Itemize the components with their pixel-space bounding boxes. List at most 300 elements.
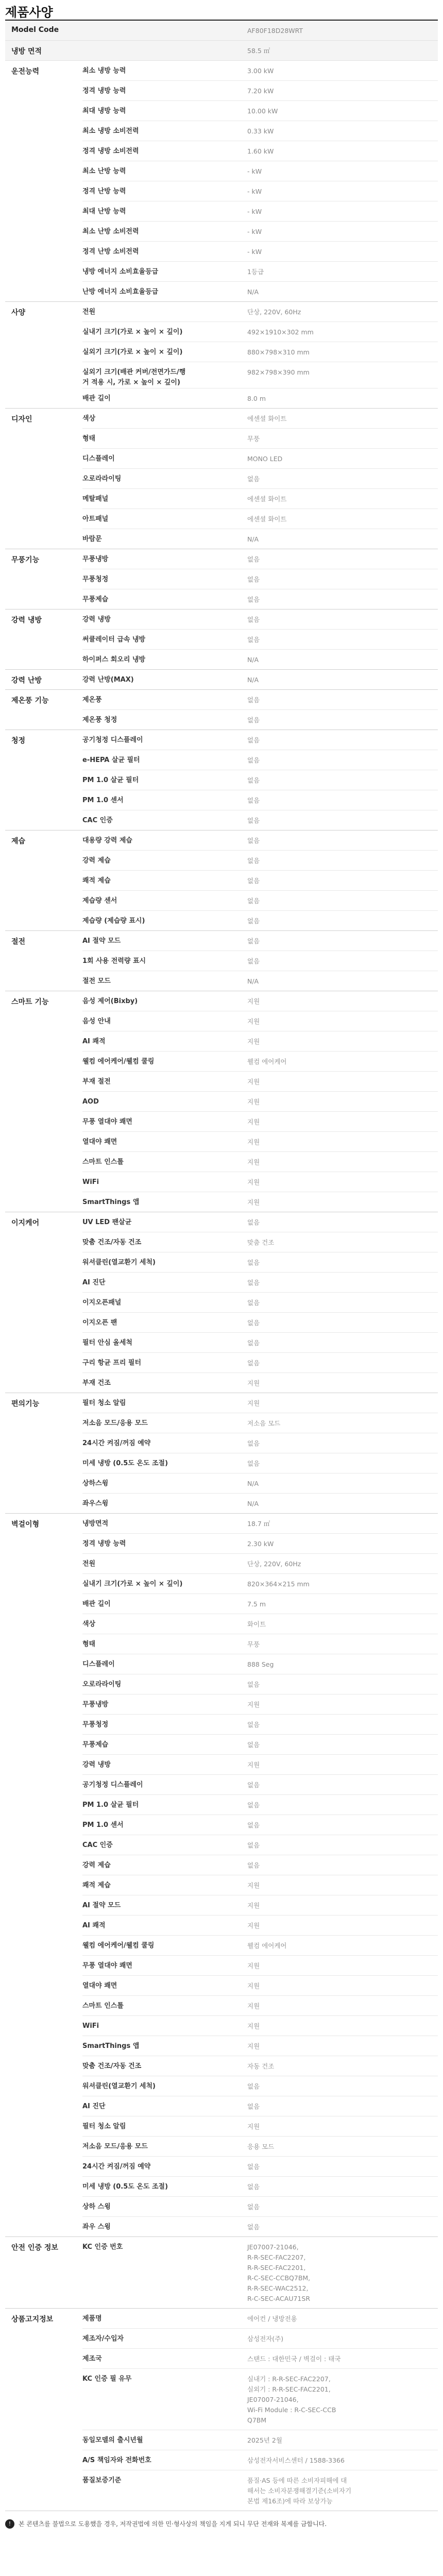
spec-item-label: PM 1.0 살균 필터 [82, 1801, 139, 1809]
spec-item-label: 무풍제습 [82, 1741, 109, 1749]
spec-row [82, 2056, 438, 2076]
spec-row [82, 1192, 438, 1212]
spec-item-value: 없음 [247, 2103, 260, 2110]
spec-item-value: 에센셜 화이트 [247, 495, 287, 503]
spec-item-label: 상하 스윙 [82, 2203, 111, 2211]
spec-item-label: 부재 절전 [82, 1078, 111, 1086]
spec-item-label: 실내기 크기(가로 × 높이 × 깊이) [82, 328, 183, 336]
spec-row [82, 1473, 438, 1494]
spec-row [82, 1453, 438, 1473]
spec-item-value: 지원 [247, 1922, 260, 1929]
spec-item-label: 강력 냉방 [82, 1761, 111, 1769]
spec-item-value: 지원 [247, 1078, 260, 1086]
spec-item-value: 지원 [247, 1399, 260, 1407]
spec-row [82, 730, 438, 750]
spec-item-value: - kW [247, 248, 262, 256]
spec-item-value: - kW [247, 228, 262, 235]
spec-item-value: 없음 [247, 1841, 260, 1849]
spec-item-label: 실외기 크기(배관 커버/전면가드/행 거 적용 시, 가로 × 높이 × 깊이) [82, 368, 186, 386]
spec-item-label: 무풍냉방 [82, 555, 109, 563]
spec-item-label: 최대 난방 능력 [82, 208, 126, 215]
spec-item-value: 지원 [247, 1701, 260, 1708]
spec-top-row [5, 21, 438, 41]
spec-item-value: N/A [247, 1480, 259, 1487]
spec-row [82, 141, 438, 161]
spec-item-label: KC 인증 번호 [82, 2243, 123, 2251]
spec-item-value: N/A [247, 676, 259, 684]
spec-item-value: 저소음 모드 [247, 1419, 281, 1427]
spec-item-label: 1회 사용 전력량 표시 [82, 957, 146, 965]
spec-category-name: 상품고지정보 [11, 2315, 54, 2324]
spec-row [82, 1936, 438, 1956]
spec-category-block [5, 931, 438, 991]
spec-item-label: 워셔클린(열교환기 세척) [82, 1259, 156, 1266]
spec-item-label: 제온풍 [82, 696, 102, 704]
spec-item-label: 이지오픈 팬 [82, 1319, 117, 1327]
spec-item-label: 공기청정 디스플레이 [82, 736, 143, 744]
spec-row [82, 342, 438, 362]
spec-row [82, 1152, 438, 1172]
spec-row [82, 1072, 438, 1092]
spec-item-label: 열대야 쾌면 [82, 1982, 117, 1990]
spec-item-value: 없음 [247, 1319, 260, 1327]
spec-row [82, 2450, 438, 2470]
spec-row [82, 1494, 438, 1513]
spec-row [82, 1976, 438, 1996]
spec-item-value: 없음 [247, 696, 260, 704]
spec-item-label: 난방 에너지 소비효율등급 [82, 288, 159, 296]
spec-row [82, 1413, 438, 1433]
spec-item-label: 구리 항균 프리 필터 [82, 1359, 142, 1367]
spec-category-rows [82, 1212, 438, 1393]
spec-row [82, 2470, 438, 2511]
spec-row [82, 1674, 438, 1694]
spec-item-value: 없음 [247, 1781, 260, 1789]
spec-item-value: 지원 [247, 1018, 260, 1025]
spec-item-value: 888 Seg [247, 1660, 274, 1668]
spec-item-value: 없음 [247, 817, 260, 824]
spec-category-name: 사양 [11, 309, 26, 317]
spec-item-label: 실외기 크기(가로 × 높이 × 깊이) [82, 348, 183, 356]
spec-row [82, 1232, 438, 1252]
spec-item-value: 지원 [247, 2002, 260, 2010]
spec-item-label: 강력 제습 [82, 857, 111, 865]
spec-item-label: WiFi [82, 1178, 99, 1186]
spec-row [82, 1855, 438, 1875]
spec-row [82, 1835, 438, 1855]
spec-item-value: 없음 [247, 2223, 260, 2231]
spec-item-value: N/A [247, 656, 259, 664]
spec-item-label: 써큘레이터 급속 냉방 [82, 636, 146, 643]
spec-table [5, 20, 438, 2511]
spec-item-value: 없음 [247, 1299, 260, 1307]
spec-row [82, 1433, 438, 1453]
spec-category-name: 제습 [11, 837, 26, 845]
spec-item-value: 없음 [247, 877, 260, 885]
spec-item-label: UV LED 팬살균 [82, 1218, 132, 1226]
spec-item-value: 에센셜 화이트 [247, 515, 287, 523]
spec-row [82, 1353, 438, 1373]
spec-item-label: 제조국 [82, 2355, 102, 2363]
spec-item-value: 지원 [247, 1178, 260, 1186]
spec-item-value: 없음 [247, 596, 260, 603]
spec-item-value: 지원 [247, 1038, 260, 1045]
spec-row [82, 1574, 438, 1594]
spec-item-label: 정격 난방 소비전력 [82, 248, 139, 256]
spec-item-value: 단상, 220V, 60Hz [247, 308, 301, 316]
spec-item-label: 제품명 [82, 2315, 102, 2323]
spec-item-label: 정격 냉방 능력 [82, 1540, 126, 1548]
spec-row [82, 1775, 438, 1795]
spec-item-label: 좌우스윙 [82, 1500, 109, 1507]
spec-item-label: WiFi [82, 2022, 99, 2030]
spec-item-label: 24시간 켜짐/꺼짐 예약 [82, 1439, 151, 1447]
spec-item-label: A/S 책임자와 전화번호 [82, 2456, 151, 2464]
spec-item-label: 아트패널 [82, 515, 109, 523]
spec-row [82, 1092, 438, 1112]
spec-category-rows [82, 409, 438, 549]
spec-item-label: 필터 청소 알림 [82, 1399, 126, 1407]
spec-item-label: 전원 [82, 1560, 96, 1568]
spec-item-value: 1.60 kW [247, 147, 274, 155]
spec-item-label: 메탈패널 [82, 495, 109, 503]
spec-item-label: 전원 [82, 308, 96, 316]
spec-item-label: 맞춤 건조/자동 건조 [82, 2062, 142, 2070]
spec-row [82, 509, 438, 529]
spec-item-label: 최대 냉방 능력 [82, 107, 126, 115]
copyright-text: 본 콘텐츠를 불법으로 도용했을 경우, 저작권법에 의한 민·형사상의 책임을 지게 되니 무단 전재와 복제를 금합니다. [19, 2520, 327, 2528]
spec-item-label: 무풍냉방 [82, 1701, 109, 1708]
spec-category-block [5, 2309, 438, 2511]
spec-row [82, 1132, 438, 1152]
spec-item-label: 강력 제습 [82, 1861, 111, 1869]
spec-item-value: 없음 [247, 1218, 260, 1226]
spec-row [82, 1996, 438, 2016]
spec-item-value: 없음 [247, 475, 260, 483]
spec-row [82, 1313, 438, 1333]
spec-item-label: SmartThings 앱 [82, 2042, 140, 2050]
spec-item-label: 무풍 열대야 쾌면 [82, 1962, 132, 1970]
spec-row [82, 282, 438, 301]
spec-row [82, 851, 438, 871]
spec-row [82, 1293, 438, 1313]
spec-row [82, 1112, 438, 1132]
spec-item-value: 없음 [247, 1460, 260, 1467]
spec-item-value: 화이트 [247, 1620, 266, 1628]
spec-row [82, 2430, 438, 2450]
spec-row [82, 1956, 438, 1976]
spec-row [82, 569, 438, 589]
spec-category-name: 편의기능 [11, 1400, 40, 1408]
spec-item-value: - kW [247, 167, 262, 175]
spec-item-label: AOD [82, 1098, 99, 1106]
spec-item-value: 지원 [247, 1198, 260, 1206]
spec-item-label: PM 1.0 센서 [82, 796, 124, 804]
spec-item-label: 제습량 (제습량 표시) [82, 917, 145, 925]
spec-category-rows [82, 609, 438, 669]
spec-row [82, 1634, 438, 1654]
spec-category-rows [82, 302, 438, 408]
spec-item-value: 맞춤 건조 [247, 1239, 275, 1246]
spec-item-label: 색상 [82, 415, 96, 422]
spec-top-row [5, 41, 438, 61]
spec-category-rows [82, 670, 438, 689]
spec-item-label: 품질보증기준 [82, 2477, 122, 2484]
spec-item-value: 없음 [247, 917, 260, 925]
spec-row [82, 1614, 438, 1634]
spec-row [82, 1212, 438, 1232]
spec-row [82, 2329, 438, 2349]
spec-row [82, 1333, 438, 1353]
spec-item-value: 없음 [247, 796, 260, 804]
spec-category-name: 벽걸이형 [11, 1520, 40, 1529]
spec-row [82, 2349, 438, 2369]
spec-item-value: 없음 [247, 1339, 260, 1347]
spec-category-name: 절전 [11, 938, 26, 946]
spec-item-label: 공기청정 디스플레이 [82, 1781, 143, 1789]
spec-item-value: 스탠드 : 대한민국 / 벽걸이 : 태국 [247, 2355, 341, 2363]
spec-category-name: 스마트 기능 [11, 998, 49, 1006]
spec-item-value: 없음 [247, 1439, 260, 1447]
spec-row [82, 1373, 438, 1393]
spec-item-value: 없음 [247, 2203, 260, 2211]
spec-item-value: 지원 [247, 1118, 260, 1126]
spec-item-value: 없음 [247, 575, 260, 583]
spec-item-label: 미세 냉방 (0.5도 온도 조절) [82, 2183, 168, 2191]
spec-item-label: PM 1.0 살균 필터 [82, 776, 139, 784]
spec-top-label: Model Code [11, 26, 59, 34]
spec-item-label: 냉방면적 [82, 1520, 109, 1528]
spec-category-block [5, 730, 438, 831]
spec-item-label: 바람문 [82, 535, 102, 543]
spec-item-label: 오로라라이팅 [82, 475, 122, 483]
spec-row [82, 222, 438, 242]
spec-row [82, 1172, 438, 1192]
spec-category-rows [82, 61, 438, 301]
spec-item-value: 없음 [247, 1861, 260, 1869]
spec-item-label: 필터 안심 올세척 [82, 1339, 132, 1347]
spec-item-value: 880×798×310 mm [247, 348, 310, 356]
spec-item-value: 2.30 kW [247, 1540, 274, 1548]
spec-item-value: 에센셜 화이트 [247, 415, 287, 422]
spec-row [82, 1795, 438, 1815]
spec-item-label: 음성 제어(Bixby) [82, 997, 138, 1005]
spec-item-value: N/A [247, 288, 259, 296]
spec-item-value: 없음 [247, 736, 260, 744]
spec-row [82, 690, 438, 710]
spec-item-value: 웰컴 에어케어 [247, 1058, 287, 1065]
spec-item-label: 최소 난방 소비전력 [82, 228, 139, 235]
spec-item-value: 지원 [247, 1761, 260, 1769]
spec-category-rows [82, 2309, 438, 2511]
spec-item-value: 없음 [247, 837, 260, 844]
spec-item-label: 정격 냉방 소비전력 [82, 147, 139, 155]
spec-item-value: 지원 [247, 997, 260, 1005]
spec-row [82, 589, 438, 609]
spec-row [82, 1755, 438, 1775]
spec-item-value: 지원 [247, 1882, 260, 1889]
spec-item-value: N/A [247, 1500, 259, 1507]
spec-row [82, 650, 438, 669]
spec-item-value: 지원 [247, 2123, 260, 2130]
spec-item-value: 982×798×390 mm [247, 368, 310, 376]
spec-item-value: 2025년 2월 [247, 2436, 282, 2444]
spec-item-label: 강력 난방(MAX) [82, 676, 134, 684]
spec-row [82, 630, 438, 650]
spec-category-block [5, 2237, 438, 2309]
spec-item-label: AI 쾌적 [82, 1922, 106, 1929]
spec-item-value: 단상, 220V, 60Hz [247, 1560, 301, 1568]
spec-item-label: AI 절약 모드 [82, 937, 121, 945]
spec-category-rows [82, 991, 438, 1212]
spec-item-value: 지원 [247, 1962, 260, 1970]
spec-row [82, 750, 438, 770]
spec-item-value: 없음 [247, 1821, 260, 1829]
spec-row [82, 2217, 438, 2236]
spec-category-block [5, 670, 438, 690]
info-icon: ! [5, 2519, 14, 2529]
spec-item-value: 18.7 ㎡ [247, 1520, 270, 1528]
spec-item-value: 없음 [247, 2183, 260, 2191]
spec-row [82, 911, 438, 930]
spec-category-rows [82, 831, 438, 930]
spec-row [82, 322, 438, 342]
spec-item-value: 지원 [247, 2022, 260, 2030]
spec-top-value: AF80F18D28WRT [247, 27, 303, 35]
spec-item-label: 절전 모드 [82, 977, 111, 985]
spec-row [82, 1031, 438, 1052]
spec-item-value: 없음 [247, 1741, 260, 1749]
spec-category-rows [82, 690, 438, 730]
spec-item-label: 저소음 모드/응용 모드 [82, 1419, 148, 1427]
spec-item-label: AI 진단 [82, 1279, 106, 1286]
spec-category-name: 강력 냉방 [11, 616, 42, 624]
spec-row [82, 61, 438, 81]
spec-category-rows [82, 549, 438, 609]
spec-row [82, 891, 438, 911]
spec-row [82, 2369, 438, 2430]
spec-category-block [5, 690, 438, 730]
spec-item-label: SmartThings 앱 [82, 1198, 140, 1206]
spec-item-value: 웰컴 에어케어 [247, 1942, 287, 1950]
spec-item-label: PM 1.0 센서 [82, 1821, 124, 1829]
spec-item-value: 없음 [247, 1721, 260, 1728]
spec-row [82, 81, 438, 101]
spec-item-value: 없음 [247, 555, 260, 563]
spec-item-label: 최소 냉방 소비전력 [82, 127, 139, 135]
spec-row [82, 1554, 438, 1574]
spec-item-label: 열대야 쾌면 [82, 1138, 117, 1146]
spec-row [82, 1514, 438, 1534]
spec-category-rows [82, 730, 438, 830]
spec-item-value: 없음 [247, 1279, 260, 1286]
spec-item-label: 최소 난방 능력 [82, 167, 126, 175]
spec-item-value: 없음 [247, 1801, 260, 1809]
spec-row [82, 1534, 438, 1554]
spec-row [82, 549, 438, 569]
spec-row [82, 670, 438, 689]
spec-row [82, 181, 438, 201]
spec-row [82, 2096, 438, 2116]
spec-item-label: e-HEPA 살균 필터 [82, 756, 140, 764]
spec-item-label: 색상 [82, 1620, 96, 1628]
spec-category-name: 무풍기능 [11, 556, 40, 564]
spec-item-value: 지원 [247, 1158, 260, 1166]
spec-item-label: CAC 인증 [82, 1841, 113, 1849]
spec-row [82, 2197, 438, 2217]
spec-item-value: 없음 [247, 937, 260, 945]
spec-row [82, 2137, 438, 2157]
spec-row [82, 529, 438, 549]
spec-item-label: 무풍제습 [82, 596, 109, 603]
spec-category-name: 청정 [11, 737, 26, 745]
spec-item-label: 형태 [82, 1640, 96, 1648]
spec-category-name: 운전능력 [11, 67, 40, 76]
spec-row [82, 770, 438, 790]
spec-item-label: 실내기 크기(가로 × 높이 × 깊이) [82, 1580, 183, 1588]
spec-item-label: 디스플레이 [82, 455, 115, 463]
spec-item-value: 0.33 kW [247, 127, 274, 135]
spec-category-rows [82, 1514, 438, 2236]
spec-row [82, 2237, 438, 2308]
spec-item-value: 없음 [247, 716, 260, 724]
spec-item-label: 저소음 모드/응용 모드 [82, 2143, 148, 2150]
spec-category-block [5, 1393, 438, 1514]
spec-row [82, 831, 438, 851]
spec-category-block [5, 991, 438, 1212]
spec-category-block [5, 609, 438, 670]
spec-item-label: 무풍 열대야 쾌면 [82, 1118, 132, 1126]
spec-item-value: 자동 건조 [247, 2062, 275, 2070]
spec-item-label: 쾌적 제습 [82, 1882, 111, 1889]
spec-row [82, 2016, 438, 2036]
spec-item-value: 없음 [247, 897, 260, 905]
spec-row [82, 1011, 438, 1031]
spec-item-value: 지원 [247, 1098, 260, 1106]
spec-item-label: 스마트 인스톨 [82, 2002, 124, 2010]
spec-row [82, 429, 438, 449]
spec-item-label: 오로라라이팅 [82, 1681, 122, 1688]
spec-item-value: JE07007-21046, R-R-SEC-FAC2207, R-R-SEC-FAC2201, R-C-SEC-CCBQ7BM, R-R-SEC-WAC2512, R-C-SEC-ACAU71SR [247, 2243, 311, 2302]
spec-item-label: 미세 냉방 (0.5도 온도 조절) [82, 1460, 168, 1467]
spec-item-label: 필터 청소 알림 [82, 2123, 126, 2130]
spec-item-label: 냉방 에너지 소비효율등급 [82, 268, 159, 276]
spec-item-label: 부재 건조 [82, 1379, 111, 1387]
page-title: 제품사양 [5, 5, 53, 20]
spec-item-value: 1등급 [247, 268, 264, 276]
spec-category-block [5, 1212, 438, 1393]
spec-item-value: 무풍 [247, 435, 260, 443]
spec-item-value: 에어컨 / 냉방전용 [247, 2315, 297, 2323]
spec-item-value: 10.00 kW [247, 107, 278, 115]
spec-category-block [5, 302, 438, 409]
spec-item-label: 좌우 스윙 [82, 2223, 111, 2231]
spec-category-name: 디자인 [11, 415, 32, 423]
spec-category-name: 이지케어 [11, 1219, 40, 1227]
spec-item-value: 없음 [247, 616, 260, 623]
spec-category-block [5, 831, 438, 931]
spec-item-value: 없음 [247, 776, 260, 784]
spec-row [82, 1815, 438, 1835]
spec-row [82, 201, 438, 222]
spec-item-label: 무풍청정 [82, 1721, 109, 1728]
spec-item-label: 이지오픈패널 [82, 1299, 122, 1307]
spec-row [82, 1715, 438, 1735]
spec-item-value: 7.20 kW [247, 87, 274, 95]
spec-row [82, 810, 438, 830]
spec-item-value: 없음 [247, 957, 260, 965]
spec-item-label: 하이퍼스 회오리 냉방 [82, 656, 146, 664]
